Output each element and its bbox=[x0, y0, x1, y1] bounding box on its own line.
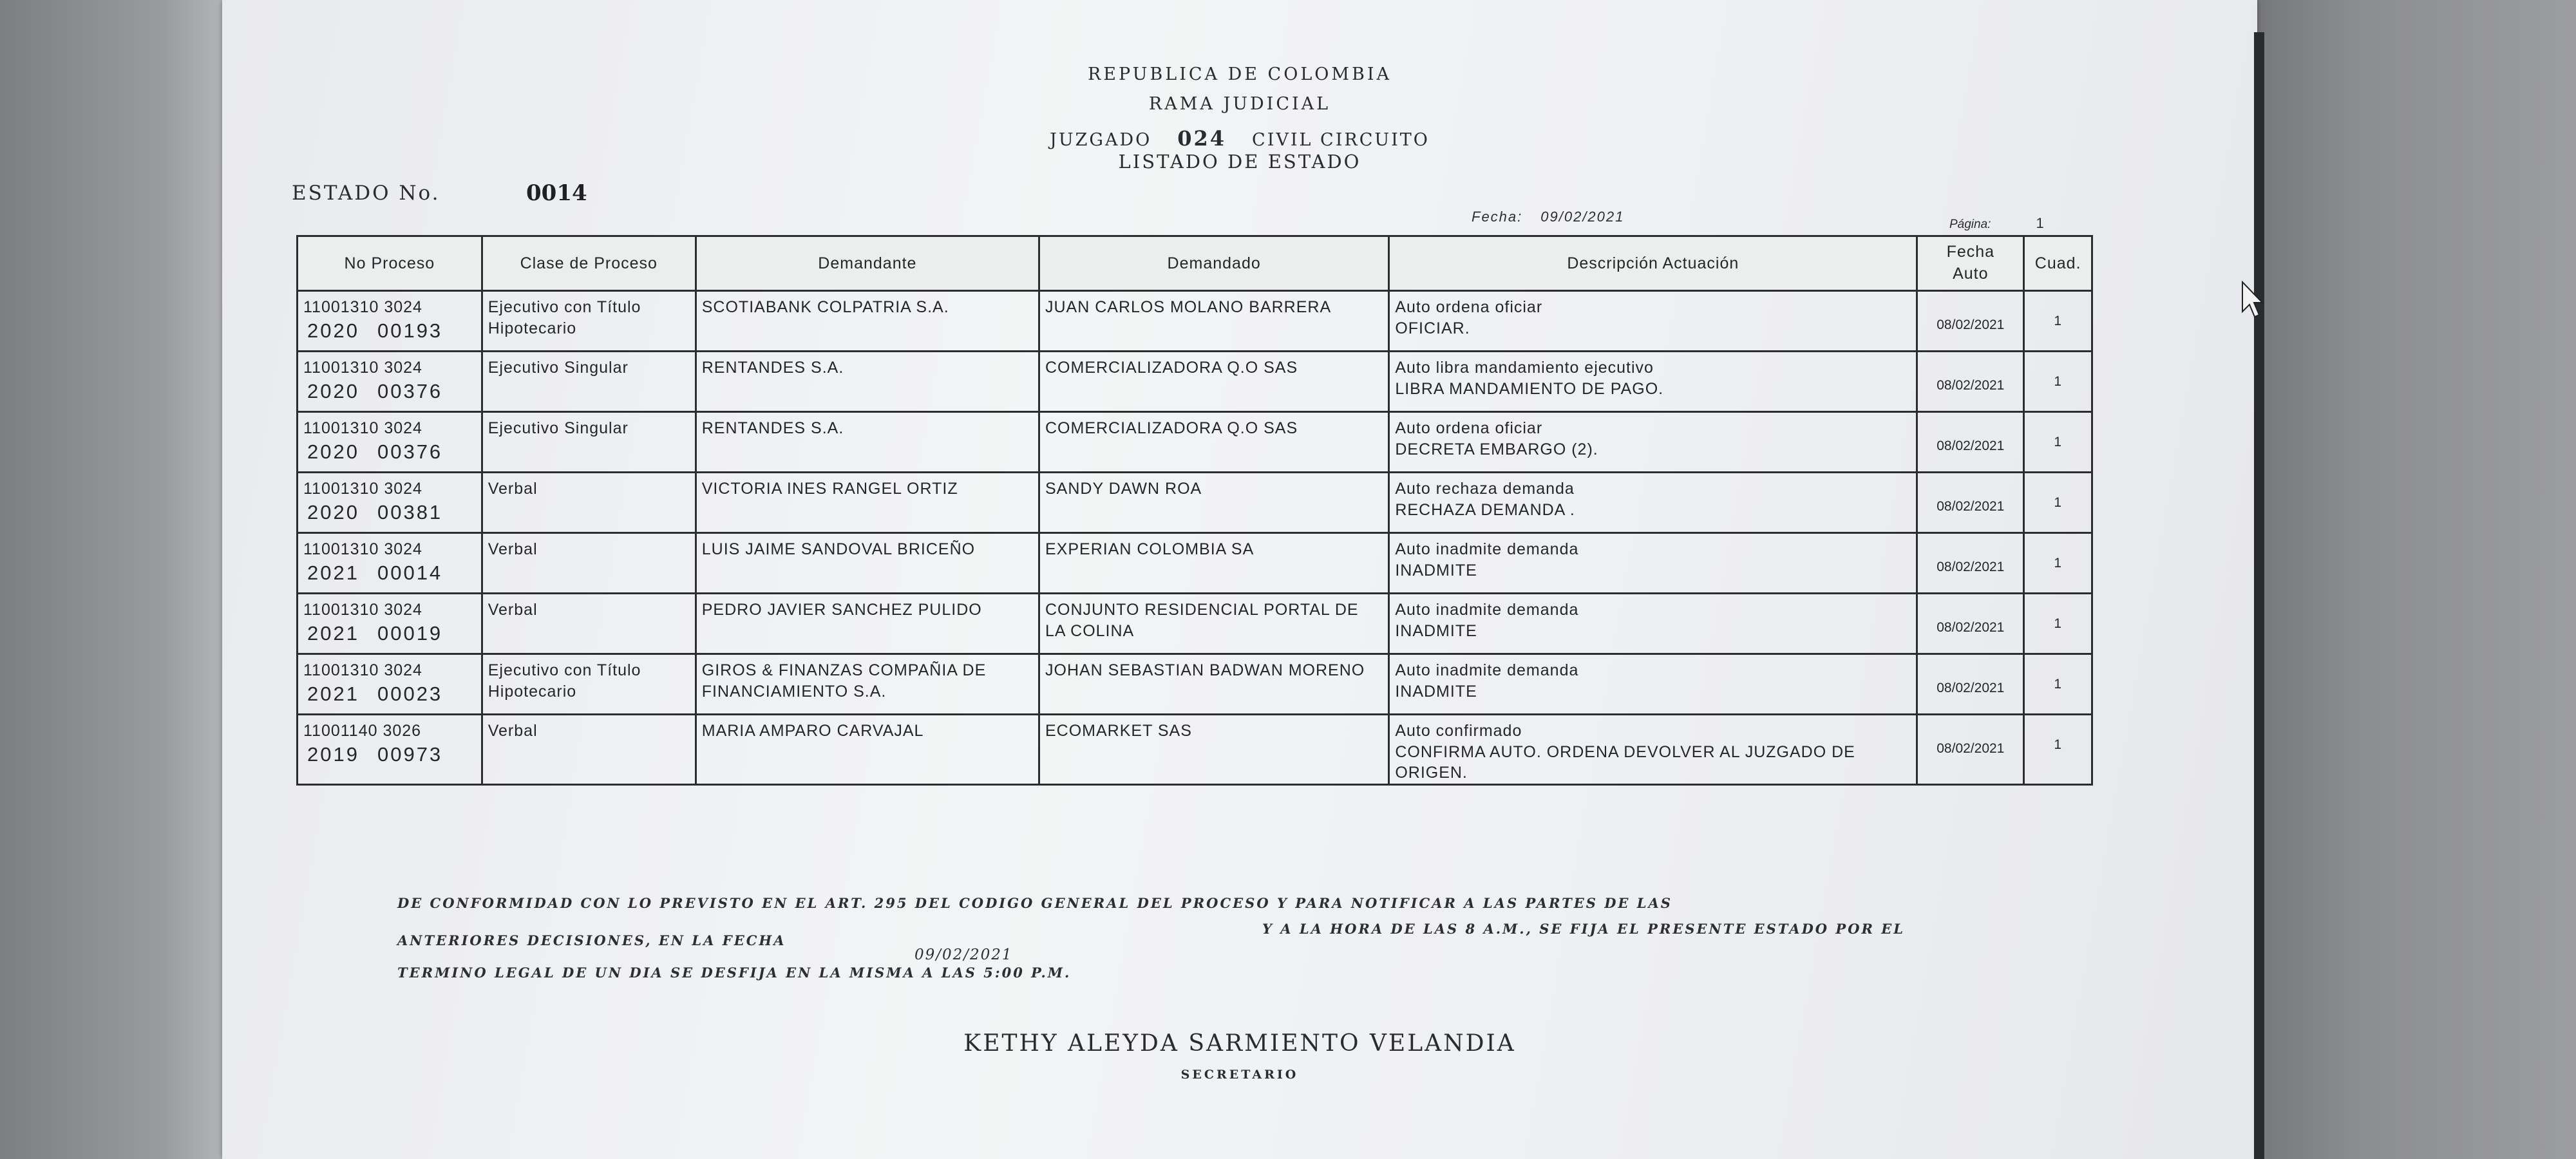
proceso-year: 2020 bbox=[307, 379, 359, 402]
cell-demandado: JOHAN SEBASTIAN BADWAN MORENO bbox=[1039, 654, 1389, 715]
proceso-number: 00973 bbox=[377, 742, 443, 766]
header-listado: LISTADO DE ESTADO bbox=[1118, 151, 1361, 173]
proceso-year: 2019 bbox=[307, 742, 359, 766]
cell-fecha-auto: 08/02/2021 bbox=[1917, 715, 2024, 785]
cell-demandado: COMERCIALIZADORA Q.O SAS bbox=[1039, 352, 1389, 412]
cell-demandante: RENTANDES S.A. bbox=[696, 412, 1039, 473]
cell-demandado: COMERCIALIZADORA Q.O SAS bbox=[1039, 412, 1389, 473]
desk-background-right bbox=[2215, 0, 2576, 1159]
table-header-row bbox=[298, 236, 2092, 291]
pagina-value: 1 bbox=[2036, 215, 2044, 231]
estado-number: 0014 bbox=[526, 180, 587, 206]
proceso-radicado bbox=[303, 379, 476, 404]
cell-descripcion: Auto libra mandamiento ejecutivo LIBRA MANDAMIENTO DE PAGO. bbox=[1389, 352, 1917, 412]
cell-fecha-auto: 08/02/2021 bbox=[1917, 654, 2024, 715]
proceso-radicado bbox=[303, 560, 476, 586]
cell-cuad: 1 bbox=[2024, 715, 2092, 785]
cell-clase: Verbal bbox=[482, 533, 696, 594]
col-header-clase: Clase de Proceso bbox=[482, 236, 696, 291]
proceso-number: 00193 bbox=[377, 319, 443, 342]
juzgado-label: JUZGADO bbox=[1050, 130, 1152, 150]
mouse-cursor-icon bbox=[2241, 281, 2263, 319]
col-header-fecha-auto-line2: Auto bbox=[1953, 265, 1989, 283]
cell-descripcion: Auto ordena oficiar OFICIAR. bbox=[1389, 291, 1917, 352]
table-row bbox=[298, 473, 2092, 533]
cell-demandante: MARIA AMPARO CARVAJAL bbox=[696, 715, 1039, 785]
cell-fecha-auto: 08/02/2021 bbox=[1917, 412, 2024, 473]
table-row bbox=[298, 291, 2092, 352]
cell-fecha-auto: 08/02/2021 bbox=[1917, 533, 2024, 594]
estado-table bbox=[296, 235, 2093, 786]
proceso-number: 00376 bbox=[377, 440, 443, 463]
header-republica: REPUBLICA DE COLOMBIA bbox=[1087, 64, 1392, 84]
proceso-number: 00381 bbox=[377, 500, 443, 523]
table-row bbox=[298, 654, 2092, 715]
cell-cuad: 1 bbox=[2024, 473, 2092, 533]
proceso-number: 00014 bbox=[377, 561, 443, 584]
cell-no-proceso bbox=[298, 654, 482, 715]
juzgado-tipo: CIVIL CIRCUITO bbox=[1252, 130, 1430, 150]
table-body bbox=[298, 291, 2092, 785]
juzgado-number: 024 bbox=[1177, 126, 1227, 151]
cell-no-proceso bbox=[298, 715, 482, 785]
proceso-number: 00019 bbox=[377, 621, 443, 645]
proceso-number: 00023 bbox=[377, 682, 443, 705]
cell-cuad: 1 bbox=[2024, 352, 2092, 412]
cell-descripcion: Auto inadmite demanda INADMITE bbox=[1389, 533, 1917, 594]
cell-no-proceso bbox=[298, 352, 482, 412]
header-juzgado bbox=[222, 126, 2257, 151]
col-header-demandado: Demandado bbox=[1039, 236, 1389, 291]
proceso-code: 11001310 3024 bbox=[303, 480, 422, 498]
cell-clase: Ejecutivo Singular bbox=[482, 412, 696, 473]
footer-line1: DE CONFORMIDAD CON LO PREVISTO EN EL ART. 295 DEL CODIGO GENERAL DEL PROCESO Y PARA NOTIFICAR A LAS PARTES DE LAS bbox=[397, 895, 1672, 911]
cell-no-proceso bbox=[298, 594, 482, 654]
cell-descripcion: Auto inadmite demanda INADMITE bbox=[1389, 654, 1917, 715]
cell-demandante: LUIS JAIME SANDOVAL BRICEÑO bbox=[696, 533, 1039, 594]
proceso-radicado bbox=[303, 500, 476, 525]
cell-demandante: SCOTIABANK COLPATRIA S.A. bbox=[696, 291, 1039, 352]
cell-demandado: EXPERIAN COLOMBIA SA bbox=[1039, 533, 1389, 594]
proceso-radicado bbox=[303, 681, 476, 707]
proceso-code: 11001310 3024 bbox=[303, 359, 422, 377]
pagina-label: Página: bbox=[1949, 218, 1991, 231]
col-header-descripcion: Descripción Actuación bbox=[1389, 236, 1917, 291]
cell-no-proceso bbox=[298, 533, 482, 594]
desk-background-left bbox=[0, 0, 232, 1159]
cell-fecha-auto: 08/02/2021 bbox=[1917, 291, 2024, 352]
col-header-cuad: Cuad. bbox=[2024, 236, 2092, 291]
proceso-code: 11001310 3024 bbox=[303, 601, 422, 619]
table-row bbox=[298, 594, 2092, 654]
monitor-bezel bbox=[2254, 32, 2264, 1159]
cell-clase: Verbal bbox=[482, 473, 696, 533]
col-header-no-proceso: No Proceso bbox=[298, 236, 482, 291]
proceso-year: 2021 bbox=[307, 682, 359, 705]
proceso-year: 2020 bbox=[307, 500, 359, 523]
cell-clase: Ejecutivo Singular bbox=[482, 352, 696, 412]
proceso-year: 2020 bbox=[307, 440, 359, 463]
fecha-field bbox=[1472, 209, 1624, 225]
proceso-radicado bbox=[303, 742, 476, 768]
cell-descripcion: Auto ordena oficiar DECRETA EMBARGO (2). bbox=[1389, 412, 1917, 473]
proceso-code: 11001310 3024 bbox=[303, 419, 422, 437]
cell-clase: Verbal bbox=[482, 594, 696, 654]
proceso-year: 2021 bbox=[307, 621, 359, 645]
footer-date: 09/02/2021 bbox=[914, 947, 1013, 963]
table-row bbox=[298, 715, 2092, 785]
col-header-fecha-auto-line1: Fecha bbox=[1946, 243, 1995, 261]
cell-clase: Ejecutivo con Título Hipotecario bbox=[482, 654, 696, 715]
cell-demandado: SANDY DAWN ROA bbox=[1039, 473, 1389, 533]
cell-demandado: JUAN CARLOS MOLANO BARRERA bbox=[1039, 291, 1389, 352]
fecha-label: Fecha: bbox=[1472, 209, 1523, 225]
cell-cuad: 1 bbox=[2024, 654, 2092, 715]
cell-fecha-auto: 08/02/2021 bbox=[1917, 594, 2024, 654]
fecha-value: 09/02/2021 bbox=[1540, 209, 1625, 225]
col-header-fecha-auto bbox=[1917, 236, 2024, 291]
cell-demandado: CONJUNTO RESIDENCIAL PORTAL DE LA COLINA bbox=[1039, 594, 1389, 654]
proceso-code: 11001310 3024 bbox=[303, 540, 422, 558]
cell-fecha-auto: 08/02/2021 bbox=[1917, 473, 2024, 533]
pagina-field bbox=[1949, 215, 2044, 232]
cell-descripcion: Auto rechaza demanda RECHAZA DEMANDA . bbox=[1389, 473, 1917, 533]
estado-label: ESTADO No. bbox=[292, 182, 440, 205]
cell-no-proceso bbox=[298, 412, 482, 473]
proceso-radicado bbox=[303, 621, 476, 646]
cell-cuad: 1 bbox=[2024, 291, 2092, 352]
cell-no-proceso bbox=[298, 473, 482, 533]
proceso-number: 00376 bbox=[377, 379, 443, 402]
cell-cuad: 1 bbox=[2024, 594, 2092, 654]
cell-demandante: VICTORIA INES RANGEL ORTIZ bbox=[696, 473, 1039, 533]
table-row bbox=[298, 533, 2092, 594]
proceso-code: 11001310 3024 bbox=[303, 661, 422, 679]
cell-no-proceso bbox=[298, 291, 482, 352]
cell-demandado: ECOMARKET SAS bbox=[1039, 715, 1389, 785]
signer-role: SECRETARIO bbox=[1180, 1068, 1299, 1082]
cell-demandante: GIROS & FINANZAS COMPAÑIA DE FINANCIAMIENTO S.A. bbox=[696, 654, 1039, 715]
col-header-demandante: Demandante bbox=[696, 236, 1039, 291]
signer-name: KETHY ALEYDA SARMIENTO VELANDIA bbox=[963, 1030, 1516, 1057]
proceso-year: 2020 bbox=[307, 319, 359, 342]
footer-line3: TERMINO LEGAL DE UN DIA SE DESFIJA EN LA MISMA A LAS 5:00 P.M. bbox=[397, 965, 1072, 981]
cell-descripcion: Auto confirmado CONFIRMA AUTO. ORDENA DEVOLVER AL JUZGADO DE ORIGEN. bbox=[1389, 715, 1917, 785]
proceso-radicado bbox=[303, 439, 476, 465]
proceso-radicado bbox=[303, 318, 476, 344]
cell-descripcion: Auto inadmite demanda INADMITE bbox=[1389, 594, 1917, 654]
cell-demandante: PEDRO JAVIER SANCHEZ PULIDO bbox=[696, 594, 1039, 654]
proceso-year: 2021 bbox=[307, 561, 359, 584]
table-row bbox=[298, 352, 2092, 412]
footer-line2: ANTERIORES DECISIONES, EN LA FECHA bbox=[397, 932, 786, 948]
footer-line2b: Y A LA HORA DE LAS 8 A.M., SE FIJA EL PRESENTE ESTADO POR EL bbox=[1262, 921, 1906, 937]
cell-cuad: 1 bbox=[2024, 533, 2092, 594]
cell-demandante: RENTANDES S.A. bbox=[696, 352, 1039, 412]
proceso-code: 11001140 3026 bbox=[303, 722, 422, 740]
cell-fecha-auto: 08/02/2021 bbox=[1917, 352, 2024, 412]
document-page bbox=[222, 0, 2257, 1159]
table-row bbox=[298, 412, 2092, 473]
header-rama: RAMA JUDICIAL bbox=[1148, 94, 1331, 114]
proceso-code: 11001310 3024 bbox=[303, 298, 422, 316]
cell-cuad: 1 bbox=[2024, 412, 2092, 473]
cell-clase: Verbal bbox=[482, 715, 696, 785]
cell-clase: Ejecutivo con Título Hipotecario bbox=[482, 291, 696, 352]
